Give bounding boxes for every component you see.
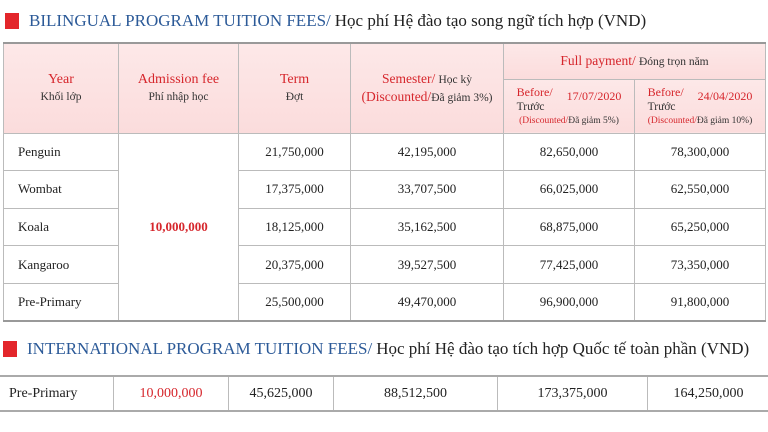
year-cell: Wombat — [4, 171, 119, 209]
term-cell: 20,375,000 — [239, 246, 351, 284]
bilingual-title-en: BILINGUAL PROGRAM TUITION FEES/ — [29, 11, 331, 30]
year-cell: Koala — [4, 208, 119, 246]
table-row — [4, 246, 766, 284]
full2-cell: 78,300,000 — [635, 133, 766, 171]
international-title-vi: Học phí Hệ đào tạo tích hợp Quốc tế toàn phần (VND) — [376, 339, 750, 358]
full1-cell: 96,900,000 — [504, 283, 635, 321]
full1-cell: 66,025,000 — [504, 171, 635, 209]
header-term: Term Đợt — [239, 43, 351, 133]
term-cell: 21,750,000 — [239, 133, 351, 171]
table-row — [4, 283, 766, 321]
header-before-date1: Before/ Trước 17/07/2020 (Discounted/Đã giảm 5%) — [504, 79, 635, 133]
full1-cell: 68,875,000 — [504, 208, 635, 246]
header-full-payment: Full payment/ Đóng trọn năm — [504, 43, 766, 79]
semester-cell: 88,512,500 — [334, 376, 498, 411]
year-cell: Kangaroo — [4, 246, 119, 284]
semester-cell: 39,527,500 — [351, 246, 504, 284]
international-fee-table — [0, 375, 768, 412]
full2-cell: 73,350,000 — [635, 246, 766, 284]
year-cell: Pre-Primary — [0, 376, 114, 411]
table-row — [4, 133, 766, 171]
full2-cell: 65,250,000 — [635, 208, 766, 246]
term-cell: 17,375,000 — [239, 171, 351, 209]
term-cell: 18,125,000 — [239, 208, 351, 246]
semester-cell: 33,707,500 — [351, 171, 504, 209]
bilingual-title-vi: Học phí Hệ đào tạo song ngữ tích hợp (VND) — [334, 11, 647, 30]
header-admission: Admission fee Phí nhập học — [119, 43, 239, 133]
admission-fee-cell: 10,000,000 — [114, 376, 229, 411]
international-title-en: INTERNATIONAL PROGRAM TUITION FEES/ — [27, 339, 373, 358]
header-semester: Semester/ Học kỳ (Discounted/Đã giảm 3%) — [351, 43, 504, 133]
full2-cell: 164,250,000 — [648, 376, 768, 411]
semester-cell: 49,470,000 — [351, 283, 504, 321]
full1-cell: 82,650,000 — [504, 133, 635, 171]
semester-cell: 42,195,000 — [351, 133, 504, 171]
bilingual-fee-table — [3, 42, 766, 322]
term-cell: 45,625,000 — [229, 376, 334, 411]
term-cell: 25,500,000 — [239, 283, 351, 321]
header-year: Year Khối lớp — [4, 43, 119, 133]
year-cell: Penguin — [4, 133, 119, 171]
table-row — [4, 171, 766, 209]
full1-cell: 173,375,000 — [498, 376, 648, 411]
full2-cell: 91,800,000 — [635, 283, 766, 321]
bilingual-heading — [5, 11, 646, 31]
semester-cell: 35,162,500 — [351, 208, 504, 246]
full2-cell: 62,550,000 — [635, 171, 766, 209]
table-row — [4, 208, 766, 246]
red-square-marker — [3, 341, 17, 357]
year-cell: Pre-Primary — [4, 283, 119, 321]
full1-cell: 77,425,000 — [504, 246, 635, 284]
table-row — [0, 376, 768, 411]
international-heading — [3, 339, 749, 359]
red-square-marker — [5, 13, 19, 29]
admission-fee-cell: 10,000,000 — [119, 133, 239, 321]
header-before-date2: Before/ Trước 24/04/2020 (Discounted/Đã giảm 10%) — [635, 79, 766, 133]
